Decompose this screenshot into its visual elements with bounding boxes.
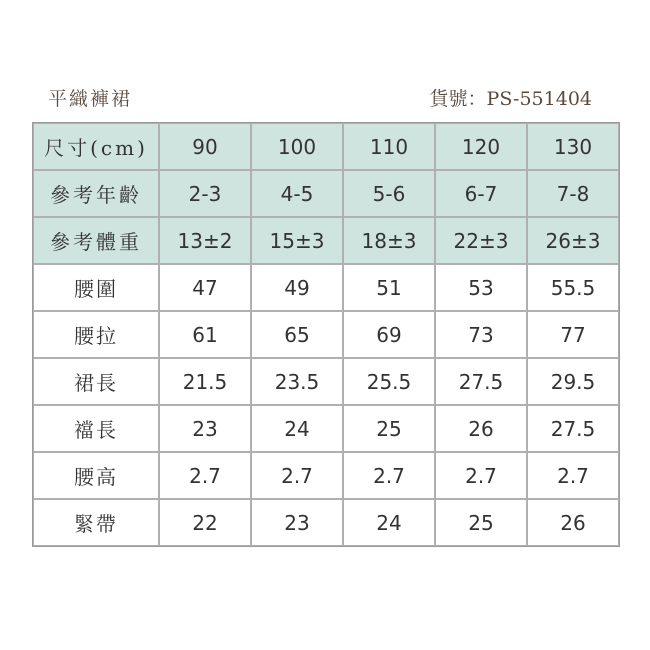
size-header-row xyxy=(33,123,619,170)
table-cell: 22 xyxy=(159,499,251,546)
weight-label: 參考體重 xyxy=(33,217,159,264)
table-cell: 77 xyxy=(527,311,619,358)
table-cell: 23 xyxy=(251,499,343,546)
table-row xyxy=(33,311,619,358)
size-90-header: 90 xyxy=(159,123,251,170)
table-cell: 73 xyxy=(435,311,527,358)
table-cell: 7-8 xyxy=(527,170,619,217)
table-cell: 22±3 xyxy=(435,217,527,264)
age-label: 參考年齡 xyxy=(33,170,159,217)
table-cell: 27.5 xyxy=(527,405,619,452)
table-cell: 24 xyxy=(343,499,435,546)
table-cell: 65 xyxy=(251,311,343,358)
table-cell: 21.5 xyxy=(159,358,251,405)
size-column-header: 尺寸(cm) xyxy=(33,123,159,170)
table-row xyxy=(33,405,619,452)
table-cell: 2.7 xyxy=(159,452,251,499)
size-130-header: 130 xyxy=(527,123,619,170)
table-cell: 26±3 xyxy=(527,217,619,264)
age-row xyxy=(33,170,619,217)
table-cell: 15±3 xyxy=(251,217,343,264)
table-cell: 2.7 xyxy=(527,452,619,499)
table-cell: 26 xyxy=(435,405,527,452)
row-label: 腰拉 xyxy=(33,311,159,358)
table-cell: 23 xyxy=(159,405,251,452)
table-cell: 61 xyxy=(159,311,251,358)
table-row xyxy=(33,499,619,546)
table-row xyxy=(33,358,619,405)
table-cell: 47 xyxy=(159,264,251,311)
table-cell: 29.5 xyxy=(527,358,619,405)
table-cell: 2.7 xyxy=(435,452,527,499)
table-cell: 6-7 xyxy=(435,170,527,217)
product-name: 平織褲裙 xyxy=(48,88,133,110)
table-cell: 23.5 xyxy=(251,358,343,405)
weight-row xyxy=(33,217,619,264)
table-cell: 2.7 xyxy=(343,452,435,499)
table-cell: 24 xyxy=(251,405,343,452)
table-row xyxy=(33,264,619,311)
table-cell: 27.5 xyxy=(435,358,527,405)
table-cell: 2-3 xyxy=(159,170,251,217)
table-cell: 2.7 xyxy=(251,452,343,499)
size-120-header: 120 xyxy=(435,123,527,170)
table-cell: 25 xyxy=(343,405,435,452)
table-cell: 18±3 xyxy=(343,217,435,264)
table-cell: 25 xyxy=(435,499,527,546)
table-cell: 13±2 xyxy=(159,217,251,264)
item-number: 貨號：PS-551404 xyxy=(429,88,592,110)
size-100-header: 100 xyxy=(251,123,343,170)
table-cell: 49 xyxy=(251,264,343,311)
table-cell: 25.5 xyxy=(343,358,435,405)
table-cell: 5-6 xyxy=(343,170,435,217)
table-cell: 26 xyxy=(527,499,619,546)
row-label: 緊帶 xyxy=(33,499,159,546)
row-label: 襠長 xyxy=(33,405,159,452)
table-cell: 55.5 xyxy=(527,264,619,311)
row-label: 裙長 xyxy=(33,358,159,405)
table-row xyxy=(33,452,619,499)
table-cell: 53 xyxy=(435,264,527,311)
table-cell: 51 xyxy=(343,264,435,311)
row-label: 腰圍 xyxy=(33,264,159,311)
table-cell: 4-5 xyxy=(251,170,343,217)
size-chart-table xyxy=(32,122,620,547)
row-label: 腰高 xyxy=(33,452,159,499)
table-cell: 69 xyxy=(343,311,435,358)
size-110-header: 110 xyxy=(343,123,435,170)
